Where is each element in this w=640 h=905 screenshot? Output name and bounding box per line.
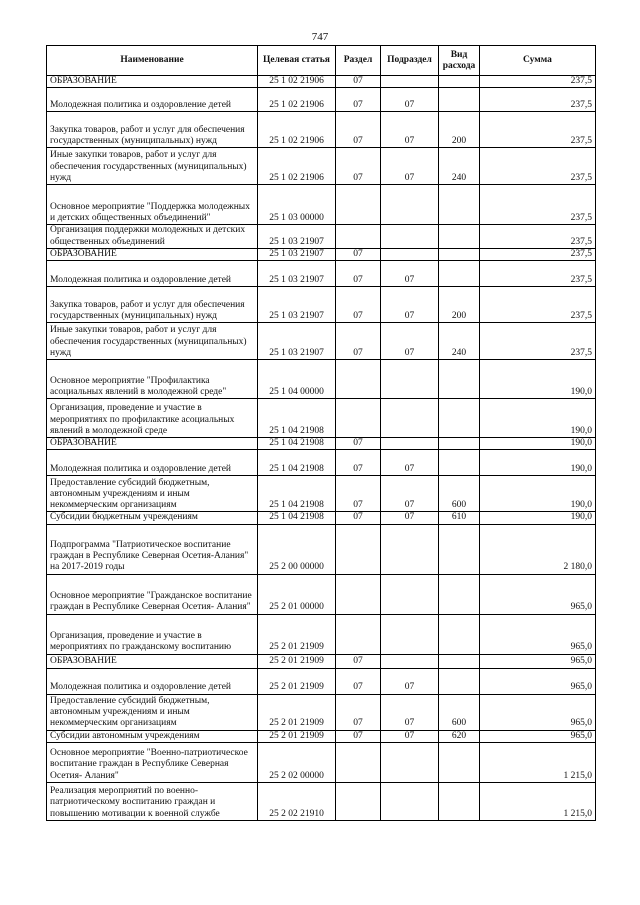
- cell-name: Предоставление субсидий бюджетным, автономным учреждениям и иным некоммерческим организациям: [47, 476, 258, 512]
- cell-code: 25 1 02 21906: [258, 76, 336, 88]
- cell-subsection: [381, 185, 439, 225]
- cell-type: 600: [439, 476, 480, 512]
- cell-subsection: 07: [381, 730, 439, 742]
- cell-subsection: [381, 360, 439, 399]
- cell-name: ОБРАЗОВАНИЕ: [47, 248, 258, 260]
- cell-name: ОБРАЗОВАНИЕ: [47, 438, 258, 450]
- cell-name: Предоставление субсидий бюджетным, автономным учреждениям и иным некоммерческим организациям: [47, 694, 258, 730]
- cell-section: 07: [336, 112, 381, 148]
- cell-type: [439, 360, 480, 399]
- cell-type: [439, 76, 480, 88]
- cell-sum: 237,5: [480, 225, 596, 249]
- cell-sum: 190,0: [480, 512, 596, 524]
- cell-subsection: 07: [381, 112, 439, 148]
- cell-code: 25 1 03 00000: [258, 185, 336, 225]
- cell-section: [336, 399, 381, 438]
- table-row: [47, 248, 596, 260]
- cell-sum: 965,0: [480, 574, 596, 614]
- cell-code: 25 1 03 21907: [258, 323, 336, 360]
- table-row: [47, 399, 596, 438]
- cell-subsection: [381, 225, 439, 249]
- table-row: [47, 614, 596, 654]
- cell-section: [336, 614, 381, 654]
- cell-section: [336, 185, 381, 225]
- cell-sum: 965,0: [480, 614, 596, 654]
- cell-section: 07: [336, 248, 381, 260]
- cell-code: 25 2 02 21910: [258, 783, 336, 821]
- cell-type: [439, 614, 480, 654]
- cell-type: [439, 450, 480, 476]
- cell-type: [439, 668, 480, 694]
- table-row: [47, 450, 596, 476]
- header-name: Наименование: [47, 46, 258, 76]
- cell-type: 200: [439, 287, 480, 323]
- cell-code: 25 1 04 21908: [258, 450, 336, 476]
- cell-section: [336, 225, 381, 249]
- table-row: [47, 524, 596, 574]
- cell-name: Иные закупки товаров, работ и услуг для обеспечения государственных (муниципальных) нужд: [47, 323, 258, 360]
- cell-code: 25 1 03 21907: [258, 287, 336, 323]
- cell-name: Организация, проведение и участие в мероприятиях по гражданскому воспитанию: [47, 614, 258, 654]
- cell-type: [439, 574, 480, 614]
- cell-sum: 237,5: [480, 287, 596, 323]
- cell-section: 07: [336, 476, 381, 512]
- cell-code: 25 2 02 00000: [258, 743, 336, 783]
- table-row: [47, 112, 596, 148]
- cell-subsection: 07: [381, 512, 439, 524]
- cell-section: 07: [336, 512, 381, 524]
- cell-subsection: 07: [381, 287, 439, 323]
- cell-code: 25 1 04 21908: [258, 399, 336, 438]
- cell-sum: 237,5: [480, 148, 596, 185]
- cell-code: 25 1 03 21907: [258, 261, 336, 287]
- table-row: [47, 287, 596, 323]
- cell-section: 07: [336, 694, 381, 730]
- cell-subsection: [381, 524, 439, 574]
- cell-name: ОБРАЗОВАНИЕ: [47, 76, 258, 88]
- cell-code: 25 1 02 21906: [258, 88, 336, 112]
- cell-type: [439, 248, 480, 260]
- cell-code: 25 1 04 00000: [258, 360, 336, 399]
- cell-type: 620: [439, 730, 480, 742]
- cell-code: 25 2 00 00000: [258, 524, 336, 574]
- cell-type: [439, 783, 480, 821]
- cell-section: 07: [336, 450, 381, 476]
- cell-name: Реализация мероприятий по военно-патриотическому воспитанию граждан и повышению мотивации к военной службе: [47, 783, 258, 821]
- cell-subsection: 07: [381, 323, 439, 360]
- cell-type: [439, 399, 480, 438]
- cell-name: Молодежная политика и оздоровление детей: [47, 261, 258, 287]
- cell-section: 07: [336, 261, 381, 287]
- cell-type: [439, 743, 480, 783]
- cell-name: Закупка товаров, работ и услуг для обеспечения государственных (муниципальных) нужд: [47, 287, 258, 323]
- cell-subsection: [381, 248, 439, 260]
- cell-sum: 965,0: [480, 730, 596, 742]
- table-header-row: [47, 46, 596, 76]
- table-row: [47, 574, 596, 614]
- table-row: [47, 261, 596, 287]
- cell-code: 25 1 03 21907: [258, 248, 336, 260]
- cell-section: 07: [336, 148, 381, 185]
- cell-sum: 237,5: [480, 248, 596, 260]
- cell-name: Основное мероприятие "Военно-патриотическое воспитание граждан в Республике Северная Осетия- Алания": [47, 743, 258, 783]
- cell-subsection: 07: [381, 261, 439, 287]
- table-row: [47, 783, 596, 821]
- cell-type: [439, 185, 480, 225]
- cell-subsection: [381, 399, 439, 438]
- cell-sum: 237,5: [480, 76, 596, 88]
- cell-section: 07: [336, 654, 381, 668]
- header-subsection: Подраздел: [381, 46, 439, 76]
- cell-name: Субсидии бюджетным учреждениям: [47, 512, 258, 524]
- cell-section: [336, 360, 381, 399]
- cell-sum: 2 180,0: [480, 524, 596, 574]
- cell-code: 25 2 01 21909: [258, 614, 336, 654]
- cell-code: 25 1 02 21906: [258, 112, 336, 148]
- cell-sum: 1 215,0: [480, 743, 596, 783]
- cell-subsection: [381, 614, 439, 654]
- cell-sum: 237,5: [480, 88, 596, 112]
- cell-subsection: [381, 76, 439, 88]
- cell-section: 07: [336, 668, 381, 694]
- table-row: [47, 76, 596, 88]
- table-row: [47, 438, 596, 450]
- cell-subsection: 07: [381, 694, 439, 730]
- cell-subsection: 07: [381, 476, 439, 512]
- cell-subsection: [381, 783, 439, 821]
- table-row: [47, 88, 596, 112]
- table-row: [47, 148, 596, 185]
- table-row: [47, 185, 596, 225]
- cell-sum: 237,5: [480, 323, 596, 360]
- cell-code: 25 1 02 21906: [258, 148, 336, 185]
- header-section: Раздел: [336, 46, 381, 76]
- cell-name: Основное мероприятие "Гражданское воспитание граждан в Республике Северная Осетия- Алания": [47, 574, 258, 614]
- cell-code: 25 2 01 21909: [258, 668, 336, 694]
- cell-section: 07: [336, 323, 381, 360]
- cell-sum: 237,5: [480, 112, 596, 148]
- cell-sum: 190,0: [480, 360, 596, 399]
- cell-name: ОБРАЗОВАНИЕ: [47, 654, 258, 668]
- cell-name: Основное мероприятие "Поддержка молодежных и детских общественных объединений": [47, 185, 258, 225]
- table-row: [47, 730, 596, 742]
- table-row: [47, 743, 596, 783]
- cell-section: 07: [336, 730, 381, 742]
- cell-section: [336, 783, 381, 821]
- cell-type: [439, 654, 480, 668]
- cell-code: 25 1 04 21908: [258, 438, 336, 450]
- header-type: Вид расхода: [439, 46, 480, 76]
- header-sum: Сумма: [480, 46, 596, 76]
- cell-name: Организация поддержки молодежных и детских общественных объединений: [47, 225, 258, 249]
- cell-name: Подпрограмма "Патриотическое воспитание граждан в Республике Северная Осетия-Алания" на 2017-2019 годы: [47, 524, 258, 574]
- cell-code: 25 2 01 21909: [258, 694, 336, 730]
- cell-sum: 965,0: [480, 694, 596, 730]
- cell-name: Основное мероприятие "Профилактика асоциальных явлений в молодежной среде": [47, 360, 258, 399]
- table-row: [47, 476, 596, 512]
- cell-section: 07: [336, 438, 381, 450]
- cell-type: 600: [439, 694, 480, 730]
- table-body: [47, 76, 596, 821]
- cell-sum: 237,5: [480, 185, 596, 225]
- cell-section: [336, 743, 381, 783]
- cell-name: Молодежная политика и оздоровление детей: [47, 88, 258, 112]
- cell-code: 25 2 01 21909: [258, 730, 336, 742]
- cell-name: Иные закупки товаров, работ и услуг для обеспечения государственных (муниципальных) нужд: [47, 148, 258, 185]
- table-row: [47, 694, 596, 730]
- cell-name: Организация, проведение и участие в мероприятиях по профилактике асоциальных явлений в молодежной среде: [47, 399, 258, 438]
- cell-subsection: 07: [381, 450, 439, 476]
- cell-sum: 190,0: [480, 450, 596, 476]
- cell-code: 25 1 03 21907: [258, 225, 336, 249]
- table-row: [47, 360, 596, 399]
- cell-subsection: [381, 654, 439, 668]
- cell-code: 25 1 04 21908: [258, 512, 336, 524]
- cell-type: [439, 88, 480, 112]
- cell-code: 25 2 01 21909: [258, 654, 336, 668]
- cell-type: [439, 225, 480, 249]
- cell-type: 610: [439, 512, 480, 524]
- cell-name: Закупка товаров, работ и услуг для обеспечения государственных (муниципальных) нужд: [47, 112, 258, 148]
- header-code: Целевая статья: [258, 46, 336, 76]
- cell-type: 240: [439, 148, 480, 185]
- cell-section: [336, 524, 381, 574]
- table-row: [47, 225, 596, 249]
- table-row: [47, 654, 596, 668]
- table-row: [47, 512, 596, 524]
- cell-sum: 965,0: [480, 668, 596, 694]
- cell-section: 07: [336, 76, 381, 88]
- cell-sum: 190,0: [480, 438, 596, 450]
- table-row: [47, 323, 596, 360]
- cell-subsection: [381, 743, 439, 783]
- cell-name: Молодежная политика и оздоровление детей: [47, 450, 258, 476]
- cell-sum: 1 215,0: [480, 783, 596, 821]
- cell-type: [439, 261, 480, 287]
- cell-type: [439, 524, 480, 574]
- cell-subsection: [381, 574, 439, 614]
- table-row: [47, 668, 596, 694]
- cell-sum: 965,0: [480, 654, 596, 668]
- cell-code: 25 2 01 00000: [258, 574, 336, 614]
- budget-table: [46, 45, 596, 821]
- cell-type: 200: [439, 112, 480, 148]
- cell-subsection: 07: [381, 148, 439, 185]
- cell-subsection: [381, 438, 439, 450]
- cell-subsection: 07: [381, 88, 439, 112]
- cell-sum: 237,5: [480, 261, 596, 287]
- cell-sum: 190,0: [480, 476, 596, 512]
- cell-subsection: 07: [381, 668, 439, 694]
- cell-code: 25 1 04 21908: [258, 476, 336, 512]
- cell-name: Субсидии автономным учреждениям: [47, 730, 258, 742]
- cell-sum: 190,0: [480, 399, 596, 438]
- page-number: 747: [311, 31, 329, 43]
- cell-section: 07: [336, 287, 381, 323]
- cell-type: [439, 438, 480, 450]
- cell-type: 240: [439, 323, 480, 360]
- cell-section: 07: [336, 88, 381, 112]
- cell-section: [336, 574, 381, 614]
- cell-name: Молодежная политика и оздоровление детей: [47, 668, 258, 694]
